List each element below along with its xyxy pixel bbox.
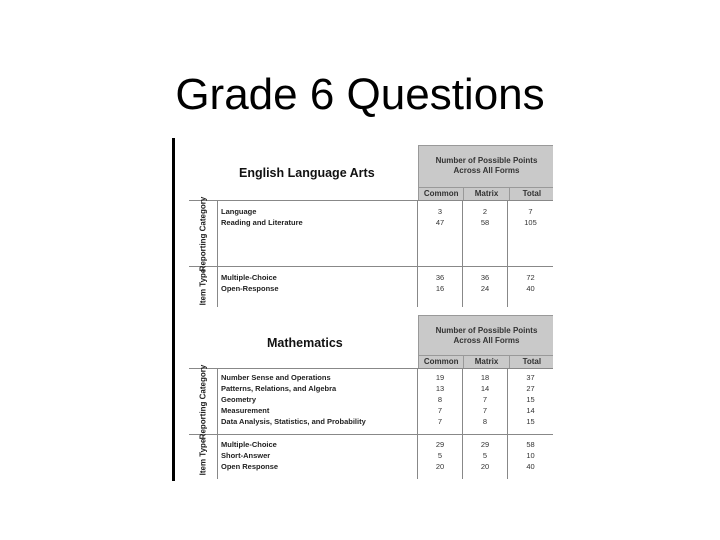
cell-matrix: 24 [480, 284, 490, 293]
ela-header-line1: Number of Possible Points [435, 156, 538, 165]
ela-col-matrix: Matrix [463, 188, 508, 200]
cell-common: 20 [435, 462, 445, 471]
math-col-total: Total [509, 356, 553, 368]
ela-table [189, 196, 553, 307]
cell-total: 14 [526, 406, 535, 415]
cell-common: 3 [437, 207, 443, 216]
cell-total: 40 [526, 284, 535, 293]
table-row: Measurement [221, 406, 270, 415]
table-row: Data Analysis, Statistics, and Probability [221, 417, 366, 426]
cell-total: 105 [524, 218, 537, 227]
cell-total: 37 [526, 373, 535, 382]
cell-matrix: 8 [482, 417, 488, 426]
table-row: Short-Answer [221, 451, 271, 460]
cell-matrix: 36 [480, 273, 490, 282]
cell-total: 15 [526, 417, 535, 426]
cell-matrix: 5 [482, 451, 488, 460]
table-row: Open Response [221, 462, 279, 471]
cell-common: 16 [435, 284, 445, 293]
math-band-itemtype [189, 435, 553, 479]
ela-band-reporting [189, 196, 553, 271]
ela-col-total: Total [509, 188, 553, 200]
cell-matrix: 20 [480, 462, 490, 471]
table-row: Reading and Literature [221, 218, 303, 227]
cell-matrix: 14 [480, 384, 490, 393]
ela-header [418, 145, 553, 201]
ela-section [175, 138, 553, 308]
table-row: Language [221, 207, 257, 216]
cell-common: 8 [437, 395, 443, 404]
table-row: Geometry [221, 395, 257, 404]
cell-common: 36 [435, 273, 445, 282]
ela-section-title: English Language Arts [239, 166, 375, 180]
cell-total: 10 [526, 451, 535, 460]
math-col-common: Common [423, 357, 459, 366]
cell-common: 7 [437, 417, 443, 426]
table-row: Patterns, Relations, and Algebra [221, 384, 337, 393]
ela-band-itemtype [189, 267, 553, 307]
math-section-title: Mathematics [267, 336, 343, 350]
math-band-reporting-label: Reporting Category [198, 364, 208, 439]
ela-header-line2: Across All Forms [453, 166, 520, 175]
column-divider [507, 201, 508, 307]
cell-total: 15 [526, 395, 535, 404]
table-row: Multiple-Choice [221, 273, 277, 282]
math-header-line2: Across All Forms [453, 336, 520, 345]
cell-matrix: 2 [482, 207, 488, 216]
cell-matrix: 29 [480, 440, 490, 449]
cell-total: 27 [526, 384, 535, 393]
cell-common: 5 [437, 451, 443, 460]
math-table [189, 364, 553, 481]
cell-common: 13 [435, 384, 445, 393]
table-row: Open-Response [221, 284, 279, 293]
column-divider [417, 369, 418, 479]
cell-matrix: 7 [482, 406, 488, 415]
cell-total: 58 [526, 440, 535, 449]
slide-title: Grade 6 Questions [175, 70, 545, 119]
math-col-matrix: Matrix [463, 356, 508, 368]
cell-total: 7 [528, 207, 533, 216]
scanned-document [172, 138, 553, 481]
math-section [175, 308, 553, 481]
cell-total: 40 [526, 462, 535, 471]
ela-band-itemtype-label: Item Type [198, 268, 208, 306]
cell-common: 29 [435, 440, 445, 449]
cell-matrix: 18 [480, 373, 490, 382]
cell-total: 72 [526, 273, 535, 282]
math-band-itemtype-label: Item Type [198, 438, 208, 476]
cell-common: 19 [435, 373, 445, 382]
table-row: Multiple-Choice [221, 440, 277, 449]
math-band-reporting [189, 364, 553, 439]
column-divider [462, 201, 463, 307]
cell-matrix: 58 [480, 218, 490, 227]
column-divider [417, 201, 418, 307]
ela-col-common: Common [423, 189, 459, 198]
table-row: Number Sense and Operations [221, 373, 331, 382]
ela-band-reporting-label: Reporting Category [198, 196, 208, 271]
column-divider [462, 369, 463, 479]
cell-matrix: 7 [482, 395, 488, 404]
math-header-line1: Number of Possible Points [435, 326, 538, 335]
math-header [418, 315, 553, 369]
cell-common: 7 [437, 406, 443, 415]
cell-common: 47 [435, 218, 445, 227]
column-divider [507, 369, 508, 479]
